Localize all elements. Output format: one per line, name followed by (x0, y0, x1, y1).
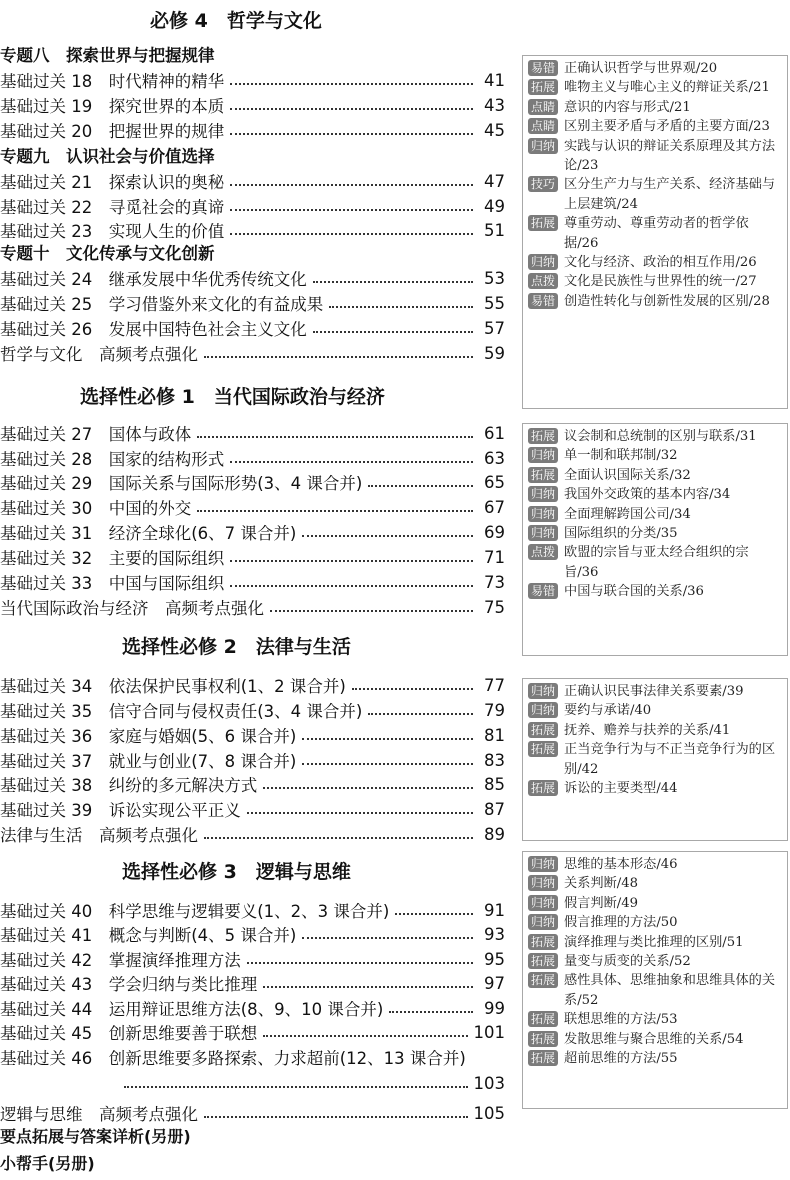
tip-text: 正确认识哲学与世界观/20 (564, 61, 718, 76)
tip-tag-badge: 拓展 (528, 1031, 558, 1047)
tip-text: 欧盟的宗旨与亚太经合组织的宗旨/36 (564, 545, 749, 580)
toc-entry-label: 逻辑与思维 高频考点强化 (0, 1105, 198, 1124)
tip-text: 抚养、赡养与扶养的关系/41 (564, 722, 731, 738)
dot-leader (230, 108, 473, 110)
tip-item (528, 582, 783, 601)
toc-entry (0, 218, 505, 242)
toc-entry (0, 545, 505, 569)
toc-entry-label: 基础过关 20 把握世界的规律 (0, 122, 225, 141)
toc-entry-label: 基础过关 43 学会归纳与类比推理 (0, 975, 258, 994)
tip-text: 超前思维的方法/55 (564, 1051, 678, 1067)
toc-entry-label: 基础过关 34 依法保护民事权利(1、2 课合并) (0, 677, 346, 696)
toc-entry-page: 81 (484, 725, 505, 745)
dot-leader (197, 510, 473, 512)
tip-text: 创造性转化与创新性发展的区别/28 (564, 293, 770, 309)
tip-tag-badge: 拓展 (528, 1011, 558, 1027)
toc-entry (0, 797, 505, 821)
dot-leader (313, 331, 473, 333)
tip-item (528, 137, 783, 176)
toc-entry-page: 59 (484, 343, 505, 363)
toc-entry (0, 68, 505, 92)
tip-item (528, 682, 783, 701)
tip-text: 量变与质变的关系/52 (564, 954, 691, 970)
toc-entry-page: 61 (484, 423, 505, 443)
toc-entry (0, 194, 505, 218)
toc-entry (0, 772, 505, 796)
tip-tag-badge: 归纳 (528, 895, 558, 911)
dot-leader (263, 986, 473, 988)
tip-text: 全面认识国际关系/32 (564, 467, 691, 483)
dot-leader (230, 209, 473, 211)
tip-text: 联想思维的方法/53 (564, 1012, 678, 1028)
section-header: 专题十 文化传承与文化创新 (0, 244, 215, 263)
toc-entry (0, 520, 505, 544)
toc-entry-label: 基础过关 25 学习借鉴外来文化的有益成果 (0, 295, 324, 314)
tip-item (528, 272, 783, 291)
section-header: 专题八 探索世界与把握规律 (0, 46, 215, 65)
tip-item (528, 214, 783, 253)
tip-text: 中国与联合国的关系/36 (564, 584, 704, 600)
toc-entry-page: 67 (484, 497, 505, 517)
toc-entry-label: 基础过关 21 探索认识的奥秘 (0, 173, 225, 192)
toc-entry-label: 基础过关 38 纠纷的多元解决方式 (0, 776, 258, 795)
toc-entry-label: 基础过关 18 时代精神的精华 (0, 72, 225, 91)
toc-entry (0, 495, 505, 519)
toc-entry-page: 99 (484, 998, 505, 1018)
dot-leader (197, 436, 473, 438)
toc-entry-page: 45 (484, 120, 505, 140)
tip-tag-badge: 归纳 (528, 914, 558, 930)
tip-tag-badge: 点拨 (528, 544, 558, 560)
tip-text: 全面理解跨国公司/34 (564, 506, 691, 522)
toc-entry (0, 822, 505, 846)
toc-entry-page: 91 (484, 900, 505, 920)
toc-entry-page: 77 (484, 675, 505, 695)
toc-entry (0, 723, 505, 747)
tip-item (528, 485, 783, 504)
dot-leader (368, 485, 473, 487)
dot-leader (247, 812, 473, 814)
toc-entry-label: 当代国际政治与经济 高频考点强化 (0, 599, 264, 618)
dot-leader (230, 585, 473, 587)
toc-entry (0, 996, 505, 1020)
tip-text: 实践与认识的辩证关系原理及其方法论/23 (564, 138, 776, 174)
tip-tag-badge: 归纳 (528, 875, 558, 891)
tip-tag-badge: 归纳 (528, 447, 558, 463)
toc-entry (0, 118, 505, 142)
toc-entry (0, 169, 505, 193)
tip-item (528, 98, 783, 117)
toc-entry-label: 基础过关 29 国际关系与国际形势(3、4 课合并) (0, 474, 363, 493)
tip-item (528, 874, 783, 893)
toc-entry-page: 75 (484, 597, 505, 617)
toc-entry (0, 470, 505, 494)
tip-tag-badge: 归纳 (528, 683, 558, 699)
dot-leader (302, 535, 473, 537)
toc-entry-label: 基础过关 19 探究世界的本质 (0, 97, 225, 116)
dot-leader (204, 837, 473, 839)
toc-entry-page: 47 (484, 171, 505, 191)
tip-text: 关系判断/48 (564, 876, 638, 892)
tip-text: 议会制和总统制的区别与联系/31 (564, 429, 757, 444)
toc-entry-leader (118, 1071, 505, 1095)
toc-entry-page: 97 (484, 973, 505, 993)
toc-entry-page: 105 (473, 1103, 505, 1123)
tip-tag-badge: 拓展 (528, 934, 558, 950)
toc-entry-label: 基础过关 39 诉讼实现公平正义 (0, 801, 241, 820)
toc-entry (0, 971, 505, 995)
tip-item (528, 117, 783, 136)
toc-entry-label: 基础过关 22 寻觅社会的真谛 (0, 198, 225, 217)
footer-line: 小帮手(另册) (0, 1154, 95, 1173)
toc-entry (0, 947, 505, 971)
toc-entry-label: 哲学与文化 高频考点强化 (0, 345, 198, 364)
tip-item (528, 505, 783, 524)
tip-tag-badge: 归纳 (528, 525, 558, 541)
dot-leader (313, 281, 473, 283)
dot-leader (204, 1116, 468, 1118)
tip-text: 区分生产力与生产关系、经济基础与上层建筑/24 (564, 177, 776, 212)
toc-entry-label: 基础过关 28 国家的结构形式 (0, 450, 225, 469)
tip-text: 假言判断/49 (564, 895, 638, 911)
tip-item (528, 292, 783, 311)
tip-item (528, 855, 783, 874)
toc-entry (0, 922, 505, 946)
tip-item (528, 952, 783, 971)
section-header: 专题九 认识社会与价值选择 (0, 147, 215, 166)
toc-entry (0, 570, 505, 594)
tip-tag-badge: 拓展 (528, 467, 558, 483)
dot-leader (389, 1011, 473, 1013)
toc-entry (0, 698, 505, 722)
dot-leader (270, 610, 473, 612)
toc-entry (0, 93, 505, 117)
tip-text: 文化与经济、政治的相互作用/26 (564, 255, 757, 271)
tip-tag-badge: 拓展 (528, 428, 558, 444)
toc-entry (0, 446, 505, 470)
tip-item (528, 1010, 783, 1029)
tip-item (528, 913, 783, 932)
toc-entry (0, 1020, 505, 1044)
dot-leader (230, 461, 473, 463)
tip-item (528, 1030, 783, 1049)
tip-box (522, 851, 788, 1109)
tip-item (528, 175, 783, 214)
toc-entry-page: 93 (484, 924, 505, 944)
toc-entry (0, 291, 505, 315)
toc-entry-page: 79 (484, 700, 505, 720)
dot-leader (302, 738, 473, 740)
toc-entry-label: 基础过关 46 创新思维要多路探索、力求超前(12、13 课合并) (0, 1049, 466, 1068)
tip-text: 我国外交政策的基本内容/34 (564, 487, 731, 503)
tip-item (528, 740, 783, 779)
toc-entry-label: 基础过关 36 家庭与婚姻(5、6 课合并) (0, 727, 297, 746)
tip-tag-badge: 拓展 (528, 972, 558, 988)
tip-text: 演绎推理与类比推理的区别/51 (564, 934, 744, 950)
toc-entry-page: 65 (484, 472, 505, 492)
tip-item (528, 971, 783, 1010)
toc-entry-page: 43 (484, 95, 505, 115)
tip-tag-badge: 拓展 (528, 79, 558, 95)
toc-entry-page: 51 (484, 220, 505, 240)
tip-tag-badge: 归纳 (528, 486, 558, 502)
tip-box (522, 678, 788, 841)
tip-text: 国际组织的分类/35 (564, 526, 678, 542)
toc-entry (0, 1101, 505, 1125)
toc-entry-label: 基础过关 24 继承发展中华优秀传统文化 (0, 270, 307, 289)
toc-entry (0, 1045, 466, 1069)
tip-text: 要约与承诺/40 (564, 703, 652, 719)
toc-entry-page: 57 (484, 318, 505, 338)
dot-leader (368, 713, 473, 715)
dot-leader (230, 83, 473, 85)
toc-entry-page: 49 (484, 196, 505, 216)
dot-leader (352, 688, 473, 690)
tip-text: 感性具体、思维抽象和思维具体的关系/52 (564, 973, 776, 1008)
toc-entry-label: 基础过关 26 发展中国特色社会主义文化 (0, 320, 307, 339)
tip-text: 思维的基本形态/46 (564, 857, 678, 872)
toc-entry-page: 53 (484, 268, 505, 288)
tip-tag-badge: 拓展 (528, 741, 558, 757)
dot-leader (263, 1035, 467, 1037)
tip-text: 单一制和联邦制/32 (564, 448, 678, 464)
toc-entry-page: 71 (484, 547, 505, 567)
tip-item (528, 427, 783, 446)
dot-leader (230, 133, 473, 135)
tip-text: 诉讼的主要类型/44 (564, 781, 678, 797)
tip-text: 尊重劳动、尊重劳动者的哲学依据/26 (564, 216, 749, 251)
tip-item (528, 1049, 783, 1068)
toc-entry (0, 898, 505, 922)
toc-entry-label: 基础过关 23 实现人生的价值 (0, 222, 225, 241)
tip-tag-badge: 点拨 (528, 273, 558, 289)
tip-tag-badge: 易错 (528, 583, 558, 599)
tip-text: 假言推理的方法/50 (564, 915, 678, 931)
tip-item (528, 779, 783, 798)
toc-entry-label: 基础过关 45 创新思维要善于联想 (0, 1024, 258, 1043)
dot-leader (230, 184, 473, 186)
toc-entry (0, 748, 505, 772)
toc-entry-page: 55 (484, 293, 505, 313)
toc-entry-page: 69 (484, 522, 505, 542)
dot-leader (230, 560, 473, 562)
tip-item (528, 466, 783, 485)
toc-entry-label: 基础过关 35 信守合同与侵权责任(3、4 课合并) (0, 702, 363, 721)
dot-leader (124, 1086, 468, 1088)
tip-box (522, 423, 788, 656)
tip-tag-badge: 归纳 (528, 254, 558, 270)
toc-entry-page: 87 (484, 799, 505, 819)
tip-item (528, 446, 783, 465)
toc-entry-page: 85 (484, 774, 505, 794)
toc-entry-label: 基础过关 41 概念与判断(4、5 课合并) (0, 926, 297, 945)
tip-text: 区别主要矛盾与矛盾的主要方面/23 (564, 119, 770, 135)
toc-entry-page: 103 (473, 1073, 505, 1093)
tip-item (528, 543, 783, 582)
tip-text: 发散思维与聚合思维的关系/54 (564, 1031, 744, 1047)
book-title: 必修 4 哲学与文化 (150, 10, 322, 32)
toc-entry-page: 89 (484, 824, 505, 844)
tip-text: 正确认识民事法律关系要素/39 (564, 684, 744, 699)
toc-entry (0, 421, 505, 445)
tip-tag-badge: 归纳 (528, 138, 558, 154)
tip-tag-badge: 点睛 (528, 99, 558, 115)
toc-entry-page: 73 (484, 572, 505, 592)
book-title: 选择性必修 1 当代国际政治与经济 (80, 386, 385, 408)
tip-tag-badge: 拓展 (528, 953, 558, 969)
tip-tag-badge: 归纳 (528, 506, 558, 522)
tip-item (528, 59, 783, 78)
tip-tag-badge: 技巧 (528, 176, 558, 192)
toc-entry-label: 基础过关 31 经济全球化(6、7 课合并) (0, 524, 297, 543)
toc-entry-label: 基础过关 44 运用辩证思维方法(8、9、10 课合并) (0, 1000, 384, 1019)
tip-text: 文化是民族性与世界性的统一/27 (564, 274, 757, 290)
footer-line: 要点拓展与答案详析(另册) (0, 1127, 191, 1146)
tip-item (528, 78, 783, 97)
toc-entry (0, 341, 505, 365)
dot-leader (263, 787, 473, 789)
tip-text: 正当竞争行为与不正当竞争行为的区别/42 (564, 742, 776, 777)
tip-tag-badge: 拓展 (528, 780, 558, 796)
toc-entry-label: 法律与生活 高频考点强化 (0, 826, 198, 845)
dot-leader (204, 356, 473, 358)
toc-entry (0, 316, 505, 340)
toc-entry-label: 基础过关 33 中国与国际组织 (0, 574, 225, 593)
tip-tag-badge: 归纳 (528, 702, 558, 718)
toc-entry-page: 95 (484, 949, 505, 969)
tip-tag-badge: 拓展 (528, 722, 558, 738)
dot-leader (395, 913, 473, 915)
tip-text: 唯物主义与唯心主义的辩证关系/21 (564, 80, 770, 96)
tip-tag-badge: 易错 (528, 293, 558, 309)
toc-entry-label: 基础过关 42 掌握演绎推理方法 (0, 951, 241, 970)
book-title: 选择性必修 3 逻辑与思维 (122, 861, 351, 883)
dot-leader (302, 937, 473, 939)
tip-item (528, 933, 783, 952)
tip-box (522, 55, 788, 409)
tip-tag-badge: 易错 (528, 60, 558, 76)
toc-entry-label: 基础过关 32 主要的国际组织 (0, 549, 225, 568)
dot-leader (247, 962, 473, 964)
toc-entry-page: 101 (473, 1022, 505, 1042)
tip-text: 意识的内容与形式/21 (564, 99, 691, 115)
dot-leader (329, 306, 473, 308)
toc-entry-label: 基础过关 37 就业与创业(7、8 课合并) (0, 752, 297, 771)
tip-item (528, 894, 783, 913)
toc-entry-page: 41 (484, 70, 505, 90)
tip-item (528, 253, 783, 272)
tip-tag-badge: 点睛 (528, 118, 558, 134)
tip-tag-badge: 归纳 (528, 856, 558, 872)
tip-item (528, 721, 783, 740)
tip-tag-badge: 拓展 (528, 1050, 558, 1066)
toc-entry-label: 基础过关 30 中国的外交 (0, 499, 192, 518)
toc-entry-label: 基础过关 40 科学思维与逻辑要义(1、2、3 课合并) (0, 902, 390, 921)
toc-entry-page: 63 (484, 448, 505, 468)
tip-item (528, 524, 783, 543)
tip-item (528, 701, 783, 720)
toc-entry-page: 83 (484, 750, 505, 770)
toc-entry (0, 673, 505, 697)
dot-leader (302, 763, 473, 765)
tip-tag-badge: 拓展 (528, 215, 558, 231)
toc-entry-label: 基础过关 27 国体与政体 (0, 425, 192, 444)
book-title: 选择性必修 2 法律与生活 (122, 636, 351, 658)
toc-entry (0, 595, 505, 619)
dot-leader (230, 233, 473, 235)
toc-entry (0, 266, 505, 290)
